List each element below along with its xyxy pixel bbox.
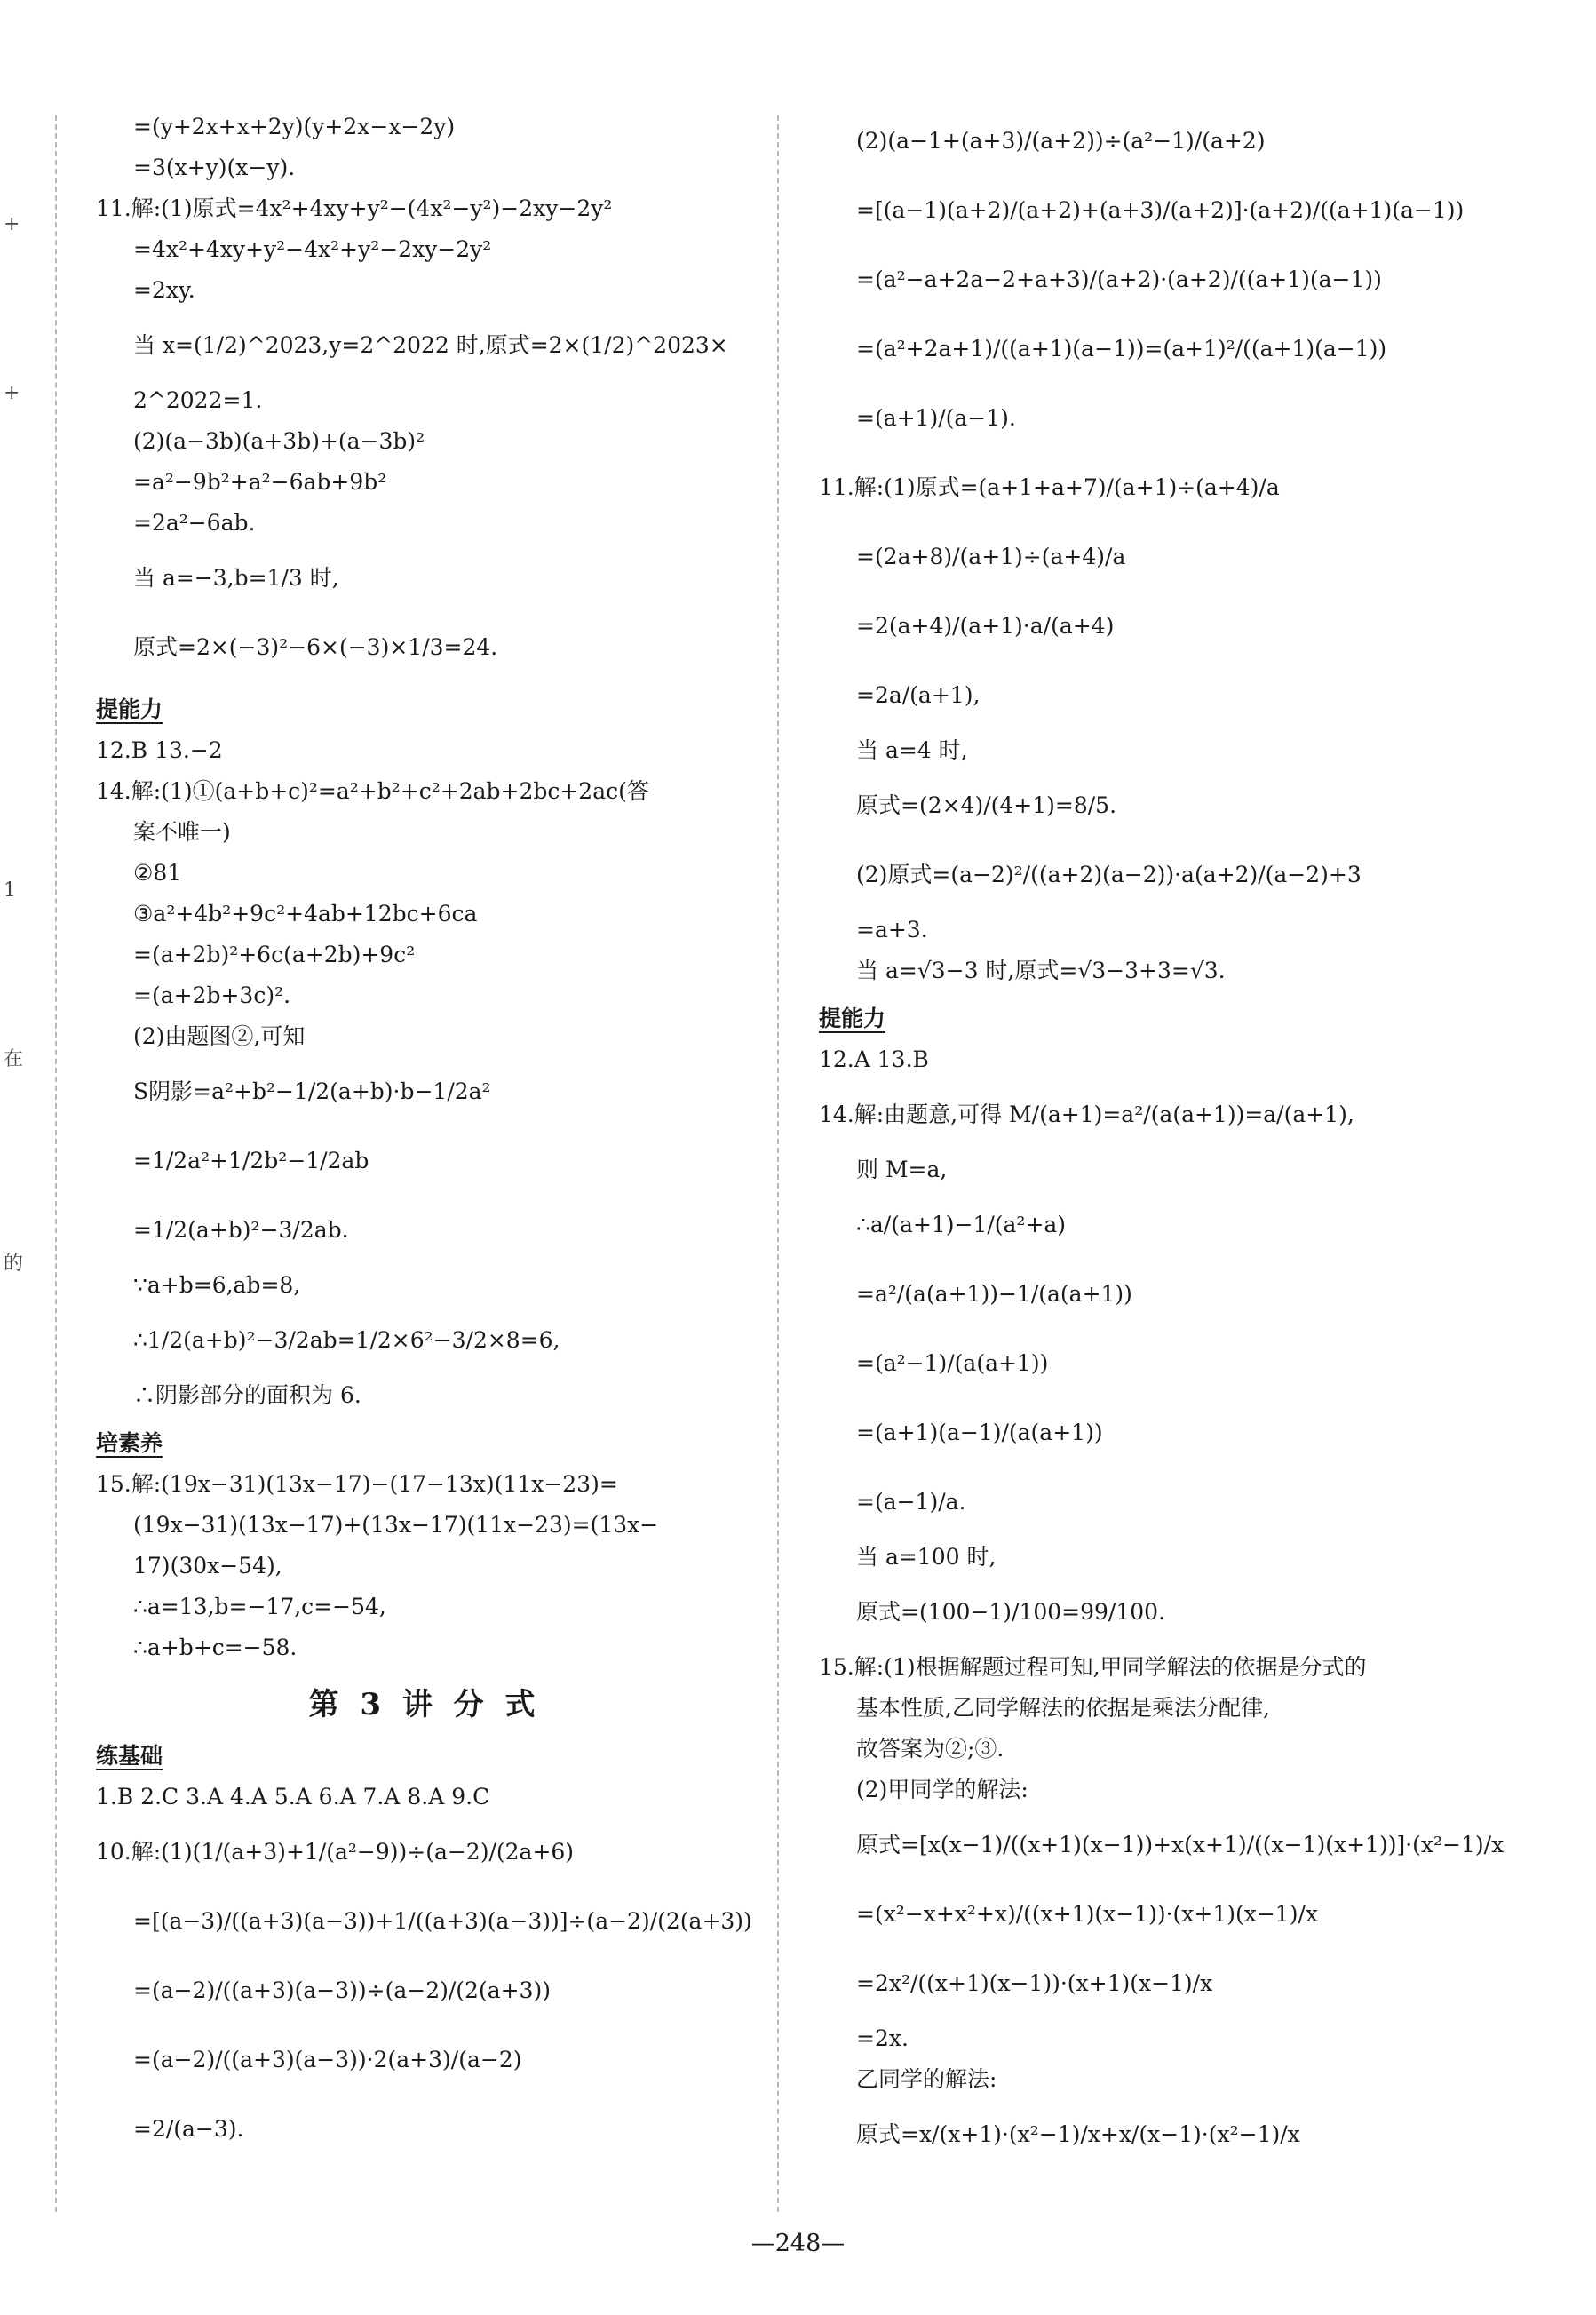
solution-line: 当 a=√3−3 时,原式=√3−3+3=√3.	[856, 958, 1226, 983]
solution-line: =[(a−3)/((a+3)(a−3))+1/((a+3)(a−3))]÷(a−2)/(2(a+3))	[133, 1908, 752, 1934]
solution-line: 原式=2×(−3)²−6×(−3)×1/3=24.	[133, 634, 498, 660]
solution-line: =(a+2b+3c)².	[133, 982, 291, 1008]
solution-line: =a+3.	[856, 917, 928, 943]
margin-mark: +	[4, 213, 20, 235]
answer-line: 1.B 2.C 3.A 4.A 5.A 6.A 7.A 8.A 9.C	[96, 1784, 490, 1810]
solution-line: =(a−2)/((a+3)(a−3))·2(a+3)/(a−2)	[133, 2047, 522, 2072]
solution-line: 原式=[x(x−1)/((x+1)(x−1))+x(x+1)/((x−1)(x+1))]·(x²−1)/x	[856, 1832, 1505, 1858]
left-margin-divider	[55, 115, 57, 2212]
solution-line: =(a+1)(a−1)/(a(a+1))	[856, 1420, 1103, 1445]
solution-line: S阴影=a²+b²−1/2(a+b)·b−1/2a²	[133, 1078, 491, 1104]
right-column	[819, 107, 1505, 2169]
solution-line: ∴a/(a+1)−1/(a²+a)	[856, 1212, 1067, 1237]
solution-line: 15.解:(19x−31)(13x−17)−(17−13x)(11x−23)=	[96, 1471, 618, 1497]
solution-line: 基本性质,乙同学解法的依据是乘法分配律,	[856, 1695, 1270, 1721]
solution-line: =2x.	[856, 2025, 909, 2051]
answer-line: 12.A 13.B	[819, 1046, 929, 1072]
section-heading-peisu: 培素养	[96, 1430, 163, 1456]
solution-line: ∴a=13,b=−17,c=−54,	[133, 1594, 386, 1619]
solution-line: 当 x=(1/2)^2023,y=2^2022 时,原式=2×(1/2)^2023×	[133, 332, 728, 358]
chapter-title: 第 3 讲 分 式	[308, 1687, 541, 1722]
solution-line: =1/2(a+b)²−3/2ab.	[133, 1217, 349, 1243]
answer-line: 12.B 13.−2	[96, 737, 223, 763]
solution-line: ∵a+b=6,ab=8,	[133, 1272, 301, 1298]
solution-line: 案不唯一)	[133, 819, 231, 845]
solution-line: 14.解:(1)①(a+b+c)²=a²+b²+c²+2ab+2bc+2ac(答	[96, 778, 649, 804]
margin-mark: 1	[4, 879, 16, 902]
solution-line: (2)由题图②,可知	[133, 1023, 306, 1049]
solution-line: 则 M=a,	[856, 1157, 948, 1182]
solution-line: =2a²−6ab.	[133, 510, 256, 536]
solution-line: 当 a=4 时,	[856, 737, 968, 763]
solution-line: 11.解:(1)原式=(a+1+a+7)/(a+1)÷(a+4)/a	[819, 474, 1280, 500]
solution-line: 当 a=−3,b=1/3 时,	[133, 565, 339, 591]
solution-line: 原式=x/(x+1)·(x²−1)/x+x/(x−1)·(x²−1)/x	[856, 2121, 1300, 2147]
solution-line: =(a+1)/(a−1).	[856, 405, 1016, 431]
solution-line: =(y+2x+x+2y)(y+2x−x−2y)	[133, 114, 456, 139]
solution-line: =(a²+2a+1)/((a+1)(a−1))=(a+1)²/((a+1)(a−1))	[856, 336, 1387, 362]
solution-line: 2^2022=1.	[133, 387, 263, 413]
solution-line: 原式=(100−1)/100=99/100.	[856, 1599, 1166, 1625]
solution-line: =4x²+4xy+y²−4x²+y²−2xy−2y²	[133, 236, 492, 262]
solution-line: 11.解:(1)原式=4x²+4xy+y²−(4x²−y²)−2xy−2y²	[96, 195, 613, 221]
solution-line: 当 a=100 时,	[856, 1544, 997, 1570]
solution-line: =1/2a²+1/2b²−1/2ab	[133, 1148, 369, 1173]
solution-line: =3(x+y)(x−y).	[133, 155, 296, 180]
solution-line: 乙同学的解法:	[856, 2066, 997, 2092]
page-number: —248—	[750, 2230, 846, 2257]
solution-line: ∴1/2(a+b)²−3/2ab=1/2×6²−3/2×8=6,	[133, 1327, 560, 1353]
section-heading-lianji: 练基础	[96, 1743, 163, 1769]
solution-line: =(2a+8)/(a+1)÷(a+4)/a	[856, 544, 1126, 569]
solution-line: =a²−9b²+a²−6ab+9b²	[133, 469, 387, 495]
margin-mark: +	[4, 382, 20, 404]
solution-line: 原式=(2×4)/(4+1)=8/5.	[856, 792, 1117, 818]
solution-line: =(x²−x+x²+x)/((x+1)(x−1))·(x+1)(x−1)/x	[856, 1901, 1318, 1927]
solution-line: 15.解:(1)根据解题过程可知,甲同学解法的依据是分式的	[819, 1654, 1367, 1680]
solution-line: 17)(30x−54),	[133, 1553, 282, 1579]
solution-line: =(a²−a+2a−2+a+3)/(a+2)·(a+2)/((a+1)(a−1))	[856, 267, 1382, 292]
solution-line: ②81	[133, 860, 182, 886]
left-column	[96, 107, 753, 2164]
margin-mark: 的	[4, 1253, 24, 1275]
margin-mark: 在	[4, 1048, 24, 1070]
solution-line: ∴a+b+c=−58.	[133, 1635, 298, 1660]
solution-line: =2xy.	[133, 277, 195, 303]
solution-line: 故答案为②;③.	[856, 1736, 1004, 1762]
solution-line: =2/(a−3).	[133, 2116, 244, 2142]
solution-line: =a²/(a(a+1))−1/(a(a+1))	[856, 1281, 1132, 1307]
solution-line: (2)(a−1+(a+3)/(a+2))÷(a²−1)/(a+2)	[856, 128, 1266, 154]
solution-line: (19x−31)(13x−17)+(13x−17)(11x−23)=(13x−	[133, 1512, 659, 1538]
solution-line: =[(a−1)(a+2)/(a+2)+(a+3)/(a+2)]·(a+2)/((a+1)(a−1))	[856, 197, 1465, 223]
column-divider	[777, 115, 779, 2212]
solution-line: =(a−2)/((a+3)(a−3))÷(a−2)/(2(a+3))	[133, 1977, 551, 2003]
section-heading-tineng: 提能力	[96, 696, 163, 722]
solution-line: =2(a+4)/(a+1)·a/(a+4)	[856, 613, 1115, 639]
solution-line: 14.解:由题意,可得 M/(a+1)=a²/(a(a+1))=a/(a+1),	[819, 1102, 1354, 1127]
solution-line: =(a−1)/a.	[856, 1489, 966, 1515]
solution-line: (2)原式=(a−2)²/((a+2)(a−2))·a(a+2)/(a−2)+3	[856, 862, 1362, 887]
solution-line: ∴阴影部分的面积为 6.	[133, 1382, 361, 1408]
solution-line: ③a²+4b²+9c²+4ab+12bc+6ca	[133, 901, 478, 927]
solution-line: (2)(a−3b)(a+3b)+(a−3b)²	[133, 428, 425, 454]
solution-line: =(a+2b)²+6c(a+2b)+9c²	[133, 942, 416, 967]
solution-line: 10.解:(1)(1/(a+3)+1/(a²−9))÷(a−2)/(2a+6)	[96, 1839, 575, 1865]
solution-line: =(a²−1)/(a(a+1))	[856, 1350, 1049, 1376]
section-heading-tineng: 提能力	[819, 1006, 886, 1031]
solution-line: (2)甲同学的解法:	[856, 1777, 1028, 1802]
solution-line: =2x²/((x+1)(x−1))·(x+1)(x−1)/x	[856, 1970, 1213, 1996]
solution-line: =2a/(a+1),	[856, 682, 981, 708]
